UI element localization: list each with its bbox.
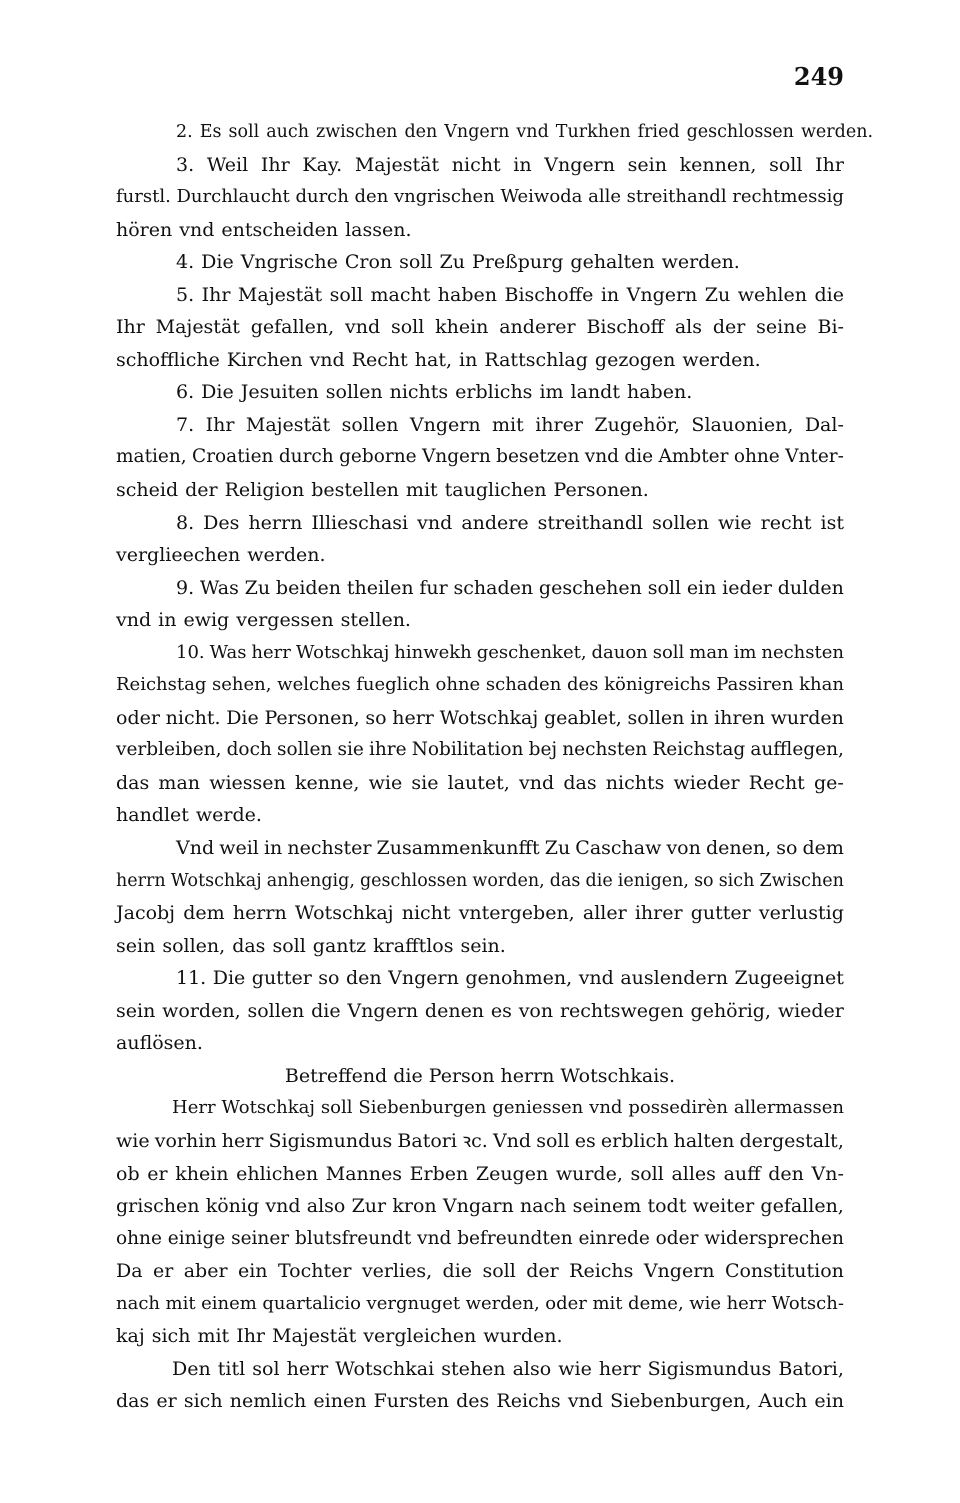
text-line: 3. Weil Ihr Kay. Majestät nicht in Vngern sein kennen, soll Ihr (176, 153, 844, 176)
text-line: scheid der Religion bestellen mit tauglichen Personen. (116, 479, 649, 502)
text-line: das man wiessen kenne, wie sie lautet, vnd das nichts wieder Recht ge- (116, 771, 844, 794)
text-line: 6. Die Jesuiten sollen nichts erblichs im landt haben. (176, 381, 693, 404)
text-line: 2. Es soll auch zwischen den Vngern vnd Turkhen fried geschlossen werden. (176, 122, 874, 142)
text-line: 5. Ihr Majestät soll macht haben Bischoffe in Vngern Zu wehlen die (176, 283, 844, 306)
text-line: 9. Was Zu beiden theilen fur schaden geschehen soll ein ieder dulden (176, 576, 844, 599)
text-line: 8. Des herrn Illieschasi vnd andere streithandl sollen wie recht ist (176, 511, 844, 534)
text-line: auflösen. (116, 1032, 203, 1055)
text-line: furstl. Durchlaucht durch den vngrischen Weiwoda alle streithandl rechtmessig (116, 186, 844, 208)
text-line: nach mit einem quartalicio vergnuget werden, oder mit deme, wie herr Wotsch- (116, 1292, 844, 1314)
text-line: 11. Die gutter so den Vngern genohmen, vnd auslendern Zugeeignet (176, 967, 844, 990)
text-line: Da er aber ein Tochter verlies, die soll der Reichs Vngern Constitution (116, 1260, 844, 1283)
text-line: sein worden, sollen die Vngern denen es von rechtswegen gehörig, wieder (116, 999, 844, 1022)
text-line: Den titl sol herr Wotschkai stehen also wie herr Sigismundus Batori, (172, 1357, 844, 1380)
text-line: 4. Die Vngrische Cron soll Zu Preßpurg gehalten werden. (176, 251, 740, 274)
text-line: kaj sich mit Ihr Majestät vergleichen wurden. (116, 1325, 563, 1348)
text-line: Ihr Majestät gefallen, vnd soll khein anderer Bischoff als der seine Bi- (116, 316, 844, 339)
text-line: Jacobj dem herrn Wotschkaj nicht vntergeben, aller ihrer gutter verlustig (116, 902, 844, 925)
text-line: Herr Wotschkaj soll Siebenburgen geniessen vnd possedirèn allermassen (172, 1097, 844, 1119)
text-line: Betreffend die Person herrn Wotschkais. (284, 1064, 676, 1087)
text-line: matien, Croatien durch geborne Vngern besetzen vnd die Ambter ohne Vnter- (116, 446, 844, 468)
text-line: hören vnd entscheiden lassen. (116, 218, 412, 241)
text-line: Reichstag sehen, welches fueglich ohne schaden des königreichs Passiren khan (116, 674, 844, 696)
text-line: ohne einige seiner blutsfreundt vnd befreundten einrede oder widersprechen (116, 1227, 844, 1249)
text-line: schoffliche Kirchen vnd Recht hat, in Rattschlag gezogen werden. (116, 348, 761, 371)
page-number: 249 (793, 62, 844, 91)
text-line: das er sich nemlich einen Fursten des Reichs vnd Siebenburgen, Auch ein (116, 1390, 844, 1413)
text-line: 7. Ihr Majestät sollen Vngern mit ihrer Zugehör, Slauonien, Dal- (176, 413, 844, 436)
body-text (116, 116, 874, 1418)
text-line: oder nicht. Die Personen, so herr Wotschkaj geablet, sollen in ihren wurden (116, 706, 844, 729)
text-line: herrn Wotschkaj anhengig, geschlossen worden, das die ienigen, so sich Zwischen (116, 870, 844, 891)
text-line: vnd in ewig vergessen stellen. (116, 609, 411, 632)
text-line: 10. Was herr Wotschkaj hinwekh geschenket, dauon soll man im nechsten (176, 641, 844, 663)
text-line: grischen könig vnd also Zur kron Vngarn nach seinem todt weiter gefallen, (116, 1195, 844, 1218)
text-line: handlet werde. (116, 804, 262, 827)
text-line: verbleiben, doch sollen sie ihre Nobilitation bej nechsten Reichstag aufflegen, (116, 739, 844, 761)
text-line: Vnd weil in nechster Zusammenkunfft Zu Caschaw von denen, so dem (176, 837, 844, 860)
text-line: ob er khein ehlichen Mannes Erben Zeugen wurde, soll alles auff den Vn- (116, 1162, 844, 1185)
text-line: sein sollen, das soll gantz krafftlos sein. (116, 934, 506, 957)
text-line: verglieechen werden. (116, 544, 326, 567)
text-line: wie vorhin herr Sigismundus Batori ꝛc. Vnd soll es erblich halten dergestalt, (116, 1129, 844, 1152)
